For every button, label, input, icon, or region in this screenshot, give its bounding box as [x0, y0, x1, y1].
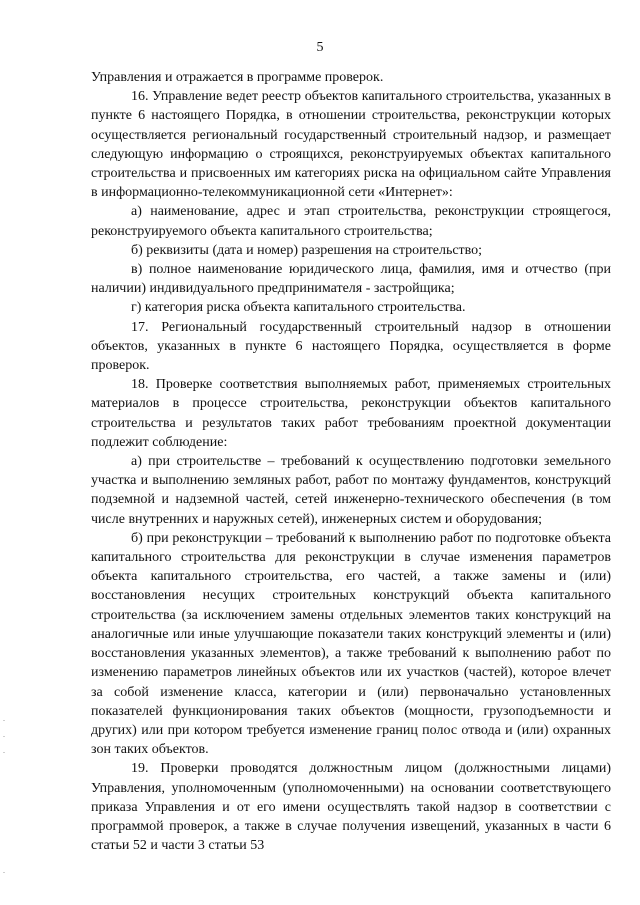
paragraph-16: 16. Управление ведет реестр объектов капитального строительства, указанных в пункте 6 настоящего Порядка, в отношении строительства, реконструкции которых осуществляется региональный государственный строительный надзор, и размещает следующую информацию о строящихся, реконструируемых объектах капитального строительства и присвоенных им категориях риска на официальном сайте Управления в информационно-телекоммуникационной сети «Интернет»: — [91, 89, 611, 201]
paragraph-16-item-b: б) реквизиты (дата и номер) разрешения на строительство; — [131, 242, 483, 258]
paragraph-continuation: Управления и отражается в программе проверок. — [91, 70, 384, 85]
document-body — [91, 68, 611, 855]
scan-margin-mark — [3, 752, 5, 753]
page-number: 5 — [316, 40, 324, 55]
scan-margin-mark — [3, 736, 5, 737]
paragraph-18-item-a: а) при строительстве – требований к осуществлению подготовки земельного участка и выполнению земляных работ, работ по монтажу фундаментов, конструкций подземной и надземной частей, сетей инженерно-технического обеспечения (в том числе внутренних и наружных сетей), инженерных систем и оборудования; — [91, 454, 611, 527]
paragraph-17: 17. Региональный государственный строительный надзор в отношении объектов, указанных в пункте 6 настоящего Порядка, осуществляется в форме проверок. — [91, 319, 611, 374]
scan-margin-mark — [3, 720, 5, 721]
scan-margin-mark — [3, 872, 5, 873]
paragraph-18: 18. Проверке соответствия выполняемых работ, применяемых строительных материалов в процессе строительства, реконструкции объектов капитального строительства и результатов таких работ требованиям проектной документации подлежит соблюдение: — [91, 377, 611, 450]
paragraph-18-item-b: б) при реконструкции – требований к выполнению работ по подготовке объекта капитального строительства для реконструкции в случае изменения параметров объекта капитального строительства, его частей, а также замены и (или) восстановления несущих строительных конструкций объекта капитального строительства (за исключением замены отдельных элементов таких конструкций на аналогичные или иные улучшающие показатели таких конструкций элементы и (или) восстановления указанных элементов), а также требований к выполнению работ по изменению параметров линейных объектов или их участков (частей), которое влечет за собой изменение класса, категории и (или) первоначально установленных показателей функционирования таких объектов (мощности, грузоподъемности и других) или при котором требуется изменение границ полос отвода и (или) охранных зон таких объектов. — [91, 530, 611, 758]
paragraph-16-item-a: а) наименование, адрес и этап строительства, реконструкции строящегося, реконструируемого объекта капитального строительства; — [91, 204, 611, 239]
paragraph-19: 19. Проверки проводятся должностным лицом (должностными лицами) Управления, уполномоченным (уполномоченными) на основании соответствующего приказа Управления и от его имени осуществлять такой надзор в соответствии с программой проверок, а также в случае получения извещений, указанных в части 6 статьи 52 и части 3 статьи 53 — [91, 761, 611, 854]
paragraph-16-item-g: г) категория риска объекта капитального строительства. — [131, 300, 466, 316]
paragraph-16-item-v: в) полное наименование юридического лица, фамилия, имя и отчество (при наличии) индивидуального предпринимателя - застройщика; — [91, 262, 611, 297]
